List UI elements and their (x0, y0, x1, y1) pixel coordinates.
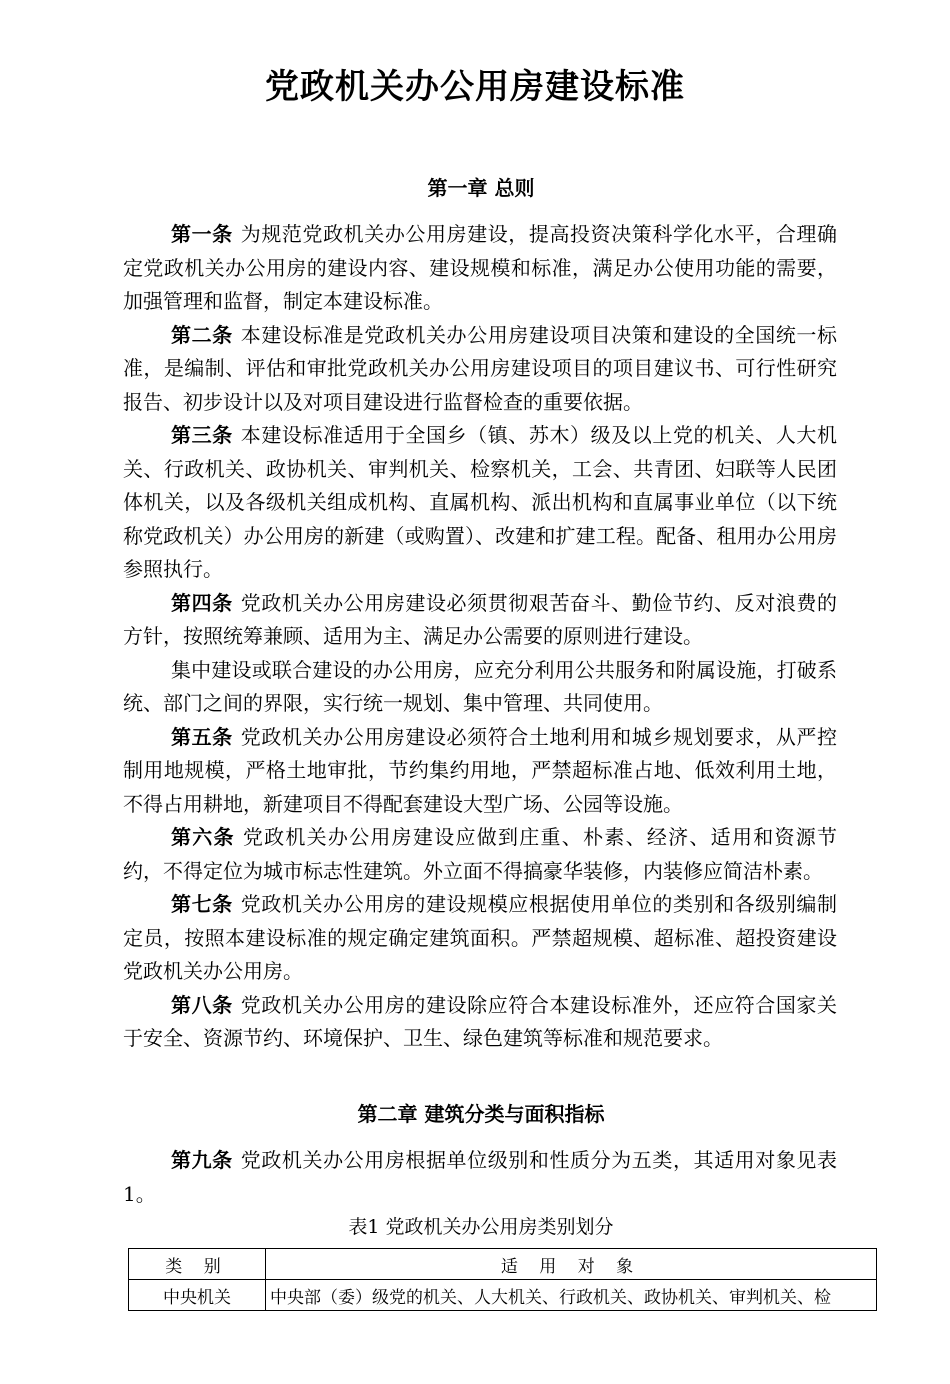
article-8 (123, 989, 837, 1056)
article-3 (123, 419, 837, 587)
article-2 (123, 319, 837, 420)
article-label: 第九条 (171, 1148, 233, 1172)
article-label: 第二条 (171, 322, 233, 347)
article-label: 第八条 (171, 992, 233, 1017)
article-text: 本建设标准适用于全国乡（镇、苏木）级及以上党的机关、人大机关、行政机关、政协机关、审判机关、检察机关，工会、共青团、妇联等人民团体机关，以及各级机关组成机构、直属机构、派出机构和直属事业单位（以下统称党政机关）办公用房的新建（或购置）、改建和扩建工程。配备、租用办公用房参照执行。 (123, 423, 838, 581)
article-7 (123, 888, 837, 989)
article-text: 党政机关办公用房的建设除应符合本建设标准外，还应符合国家关于安全、资源节约、环境保护、卫生、绿色建筑等标准和规范要求。 (123, 992, 838, 1050)
article-label: 第七条 (171, 892, 233, 916)
table-header-row (129, 1249, 877, 1280)
table-1-caption: 表1 党政机关办公用房类别划分 (348, 1216, 614, 1238)
article-text: 党政机关办公用房根据单位级别和性质分为五类，其适用对象见表1。 (123, 1148, 838, 1206)
article-text: 党政机关办公用房建设必须符合土地利用和城乡规划要求，从严控制用地规模，严格土地审批，节约集约用地，严禁超标准占地、低效利用土地，不得占用耕地，新建项目不得配套建设大型广场、公园等设施。 (123, 724, 838, 816)
article-5 (123, 721, 837, 822)
article-label: 第一条 (171, 222, 233, 246)
article-6 (123, 821, 837, 888)
table-1 (128, 1248, 877, 1311)
table-cell-applicable-objects: 中央部（委）级党的机关、人大机关、行政机关、政协机关、审判机关、检 (266, 1280, 877, 1311)
chapter-2-heading: 第二章 建筑分类与面积指标 (357, 1102, 605, 1126)
table-row (129, 1280, 877, 1311)
article-4 (123, 587, 837, 654)
table-header-category: 类 别 (129, 1249, 266, 1280)
article-text: 党政机关办公用房建设必须贯彻艰苦奋斗、勤俭节约、反对浪费的方针，按照统筹兼顾、适用为主、满足办公需要的原则进行建设。 (123, 590, 838, 648)
document-title: 党政机关办公用房建设标准 (265, 67, 685, 107)
table-cell-category: 中央机关 (129, 1280, 266, 1311)
article-text: 为规范党政机关办公用房建设，提高投资决策科学化水平，合理确定党政机关办公用房的建设内容、建设规模和标准，满足办公使用功能的需要，加强管理和监督，制定本建设标准。 (123, 222, 838, 313)
article-9 (123, 1144, 837, 1211)
article-text: 党政机关办公用房的建设规模应根据使用单位的类别和各级别编制定员，按照本建设标准的规定确定建筑面积。严禁超规模、超标准、超投资建设党政机关办公用房。 (123, 892, 838, 983)
article-label: 第六条 (171, 825, 235, 849)
article-1 (123, 218, 837, 319)
article-4-continued (123, 654, 837, 721)
article-label: 第五条 (171, 724, 233, 749)
article-text: 党政机关办公用房建设应做到庄重、朴素、经济、适用和资源节约，不得定位为城市标志性建筑。外立面不得搞豪华装修，内装修应简洁朴素。 (123, 825, 838, 883)
chapter-1-heading: 第一章 总则 (427, 176, 535, 200)
article-label: 第三条 (171, 423, 233, 447)
table-header-applicable-objects: 适 用 对 象 (266, 1249, 877, 1280)
chapter-2-body (123, 1144, 837, 1211)
article-text: 本建设标准是党政机关办公用房建设项目决策和建设的全国统一标准，是编制、评估和审批党政机关办公用房建设项目的项目建议书、可行性研究报告、初步设计以及对项目建设进行监督检查的重要依据。 (123, 322, 838, 414)
paragraph-text: 集中建设或联合建设的办公用房，应充分利用公共服务和附属设施，打破系统、部门之间的界限，实行统一规划、集中管理、共同使用。 (123, 657, 837, 715)
chapter-1-body (123, 218, 837, 1056)
article-label: 第四条 (171, 590, 233, 615)
